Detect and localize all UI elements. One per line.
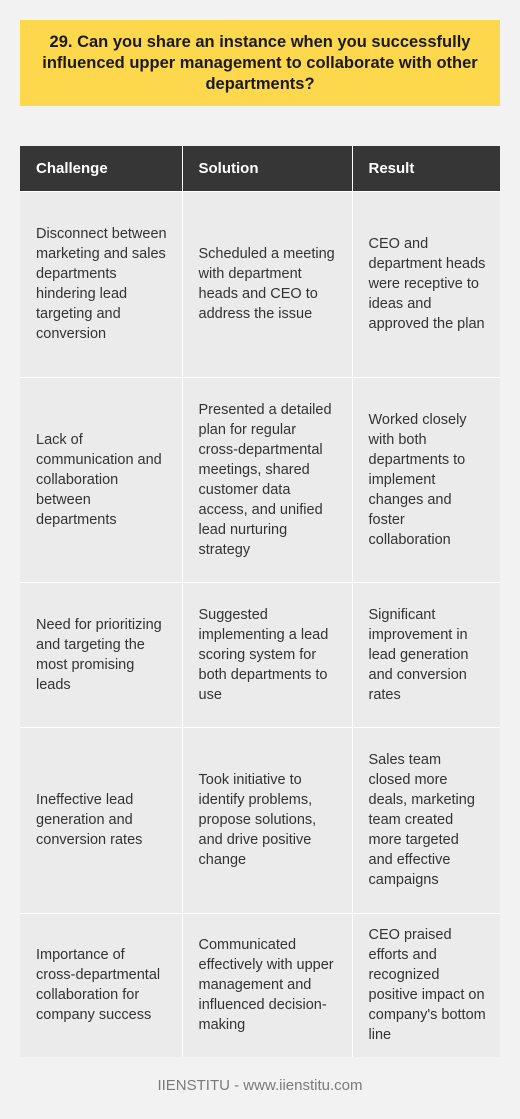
result-cell: CEO and department heads were receptive to ideas and approved the plan [352, 191, 500, 377]
column-header-solution: Solution [182, 146, 352, 191]
challenge-cell: Importance of cross-departmental collaboration for company success [20, 913, 182, 1057]
solution-cell: Took initiative to identify problems, propose solutions, and drive positive change [182, 727, 352, 913]
challenge-cell: Disconnect between marketing and sales departments hindering lead targeting and conversion [20, 191, 182, 377]
table-header-row [20, 146, 500, 191]
result-cell: Sales team closed more deals, marketing team created more targeted and effective campaigns [352, 727, 500, 913]
solution-cell: Suggested implementing a lead scoring system for both departments to use [182, 582, 352, 727]
question-banner [20, 20, 500, 106]
table-row [20, 582, 500, 727]
challenge-cell: Lack of communication and collaboration between departments [20, 377, 182, 582]
solution-cell: Communicated effectively with upper management and influenced decision-making [182, 913, 352, 1057]
table-row [20, 191, 500, 377]
column-header-challenge: Challenge [20, 146, 182, 191]
footer-credit: IIENSTITU - www.iienstitu.com [157, 1077, 363, 1094]
challenge-cell: Ineffective lead generation and conversion rates [20, 727, 182, 913]
result-cell: Worked closely with both departments to implement changes and foster collaboration [352, 377, 500, 582]
challenge-cell: Need for prioritizing and targeting the most promising leads [20, 582, 182, 727]
table-row [20, 727, 500, 913]
question-title: 29. Can you share an instance when you successfully influenced upper management to collaborate with other departments? [42, 32, 478, 93]
column-header-result: Result [352, 146, 500, 191]
result-cell: CEO praised efforts and recognized positive impact on company's bottom line [352, 913, 500, 1057]
qa-table-container [20, 146, 500, 1057]
qa-table [20, 146, 500, 1057]
table-row [20, 913, 500, 1057]
solution-cell: Scheduled a meeting with department heads and CEO to address the issue [182, 191, 352, 377]
table-row [20, 377, 500, 582]
result-cell: Significant improvement in lead generation and conversion rates [352, 582, 500, 727]
solution-cell: Presented a detailed plan for regular cross-departmental meetings, shared customer data access, and unified lead nurturing strategy [182, 377, 352, 582]
